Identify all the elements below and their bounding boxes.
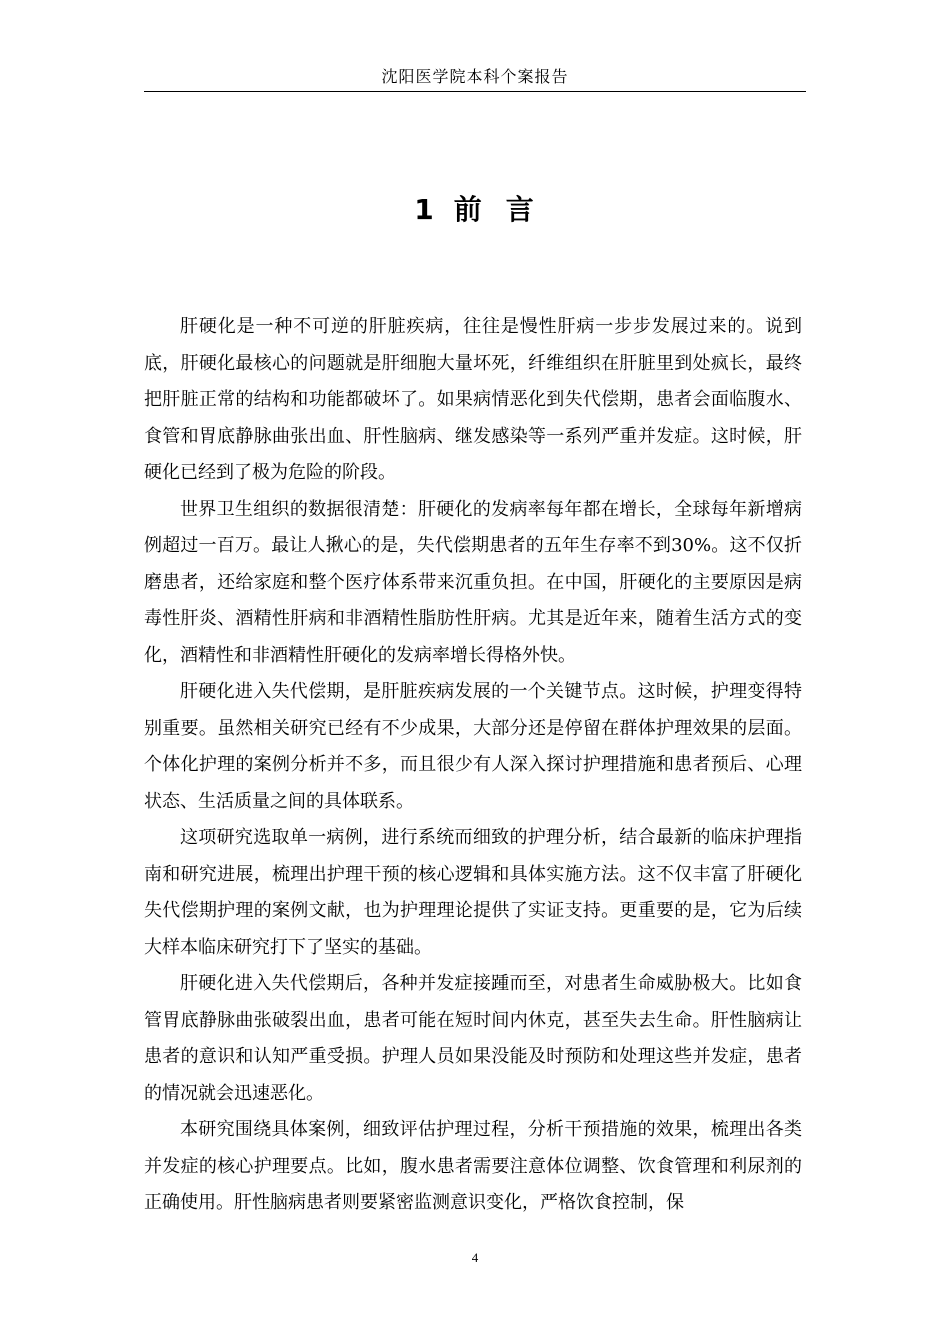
paragraph: 这项研究选取单一病例，进行系统而细致的护理分析，结合最新的临床护理指南和研究进展，梳理出护理干预的核心逻辑和具体实施方法。这不仅丰富了肝硬化失代偿期护理的案例文献，也为护理理论提供了实证支持。更重要的是，它为后续大样本临床研究打下了坚实的基础。 — [144, 827, 802, 958]
page-number: 4 — [471, 1250, 479, 1265]
chapter-number: 1 — [414, 193, 436, 226]
paragraph: 肝硬化进入失代偿期后，各种并发症接踵而至，对患者生命威胁极大。比如食管胃底静脉曲张破裂出血，患者可能在短时间内休克，甚至失去生命。肝性脑病让患者的意识和认知严重受损。护理人员如果没能及时预防和处理这些并发症，患者的情况就会迅速恶化。 — [144, 973, 802, 1104]
paragraph: 世界卫生组织的数据很清楚：肝硬化的发病率每年都在增长，全球每年新增病例超过一百万。最让人揪心的是，失代偿期患者的五年生存率不到30%。这不仅折磨患者，还给家庭和整个医疗体系带来沉重负担。在中国，肝硬化的主要原因是病毒性肝炎、酒精性肝病和非酒精性脂肪性肝病。尤其是近年来，随着生活方式的变化，酒精性和非酒精性肝硬化的发病率增长得格外快。 — [144, 498, 802, 666]
chapter-title-part1: 前 — [453, 193, 484, 226]
paragraph: 肝硬化进入失代偿期，是肝脏疾病发展的一个关键节点。这时候，护理变得特别重要。虽然相关研究已经有不少成果，大部分还是停留在群体护理效果的层面。个体化护理的案例分析并不多，而且很少有人深入探讨护理措施和患者预后、心理状态、生活质量之间的具体联系。 — [144, 681, 802, 812]
running-header: 沈阳医学院本科个案报告 — [381, 67, 569, 86]
chapter-title-part2: 言 — [505, 193, 536, 226]
body-text — [144, 309, 802, 1222]
chapter-heading — [144, 188, 806, 232]
paragraph: 本研究围绕具体案例，细致评估护理过程，分析干预措施的效果，梳理出各类并发症的核心护理要点。比如，腹水患者需要注意体位调整、饮食管理和利尿剂的正确使用。肝性脑病患者则要紧密监测意识变化，严格饮食控制，保 — [144, 1119, 802, 1213]
header-divider — [144, 91, 806, 92]
paragraph: 肝硬化是一种不可逆的肝脏疾病，往往是慢性肝病一步步发展过来的。说到底，肝硬化最核心的问题就是肝细胞大量坏死，纤维组织在肝脏里到处疯长，最终把肝脏正常的结构和功能都破坏了。如果病情恶化到失代偿期，患者会面临腹水、食管和胃底静脉曲张出血、肝性脑病、继发感染等一系列严重并发症。这时候，肝硬化已经到了极为危险的阶段。 — [144, 316, 802, 483]
